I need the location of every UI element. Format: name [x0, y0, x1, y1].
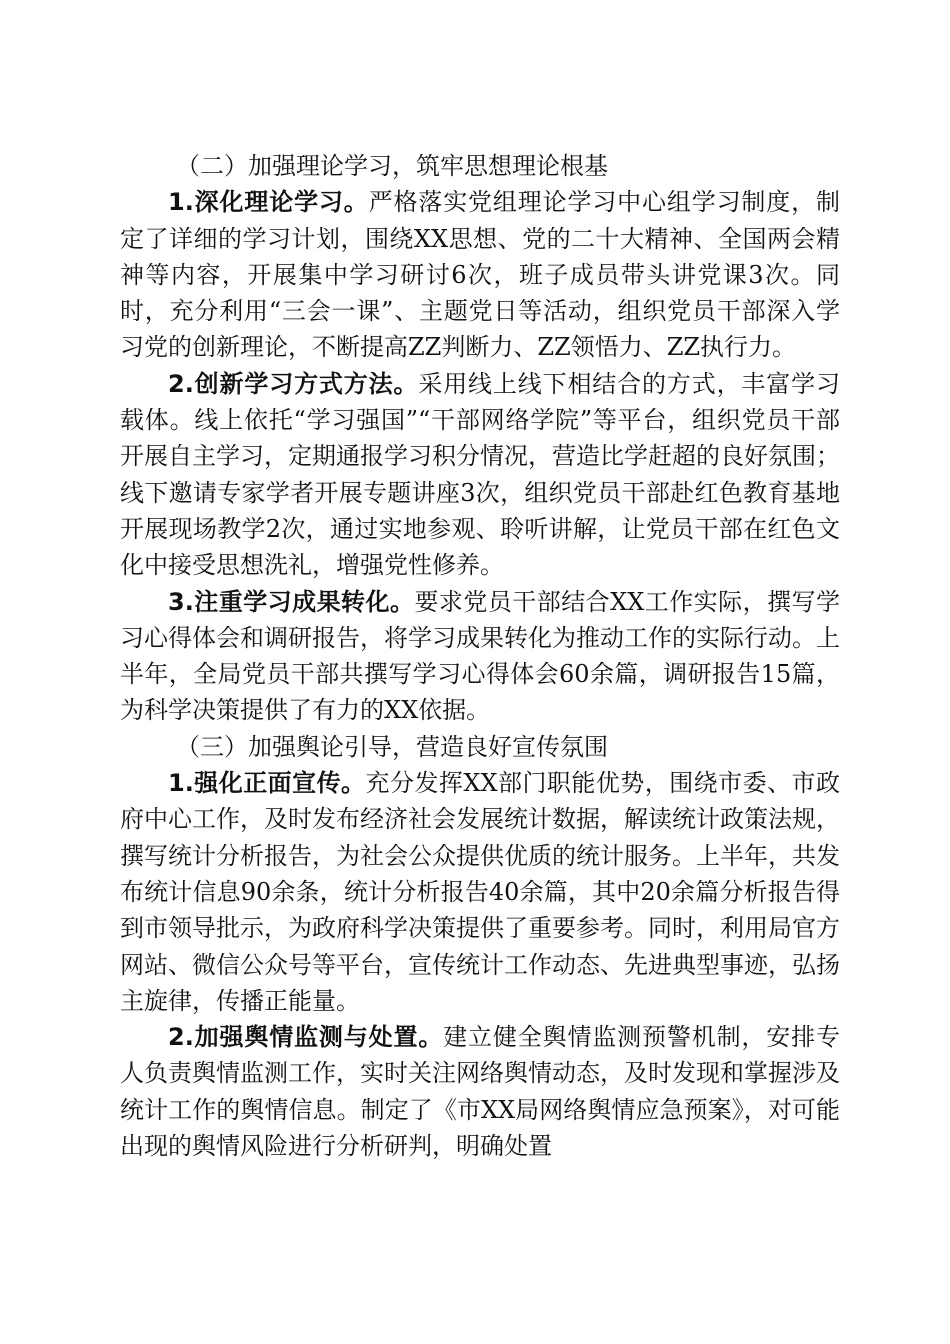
document-body	[120, 148, 840, 1164]
paragraph-text: 采用线上线下相结合的方式，丰富学习载体。线上依托“学习强国”“干部网络学院”等平台，组织党员干部开展自主学习，定期通报学习积分情况，营造比学赶超的良好氛围；线下邀请专家学者开展专题讲座3次，组织党员干部赴红色教育基地开展现场教学2次，通过实地参观、聆听讲解，让党员干部在红色文化中接受思想洗礼，增强党性修养。	[120, 369, 840, 580]
section-heading: （二）加强理论学习，筑牢思想理论根基	[176, 152, 608, 180]
paragraph-lead: 1.深化理论学习。	[168, 188, 369, 217]
paragraph	[120, 584, 840, 729]
paragraph	[120, 366, 840, 584]
paragraph-lead: 2.加强舆情监测与处置。	[168, 1023, 444, 1052]
paragraph	[120, 1019, 840, 1164]
paragraph-text: 充分发挥XX部门职能优势，围绕市委、市政府中心工作，及时发布经济社会发展统计数据，解读统计政策法规，撰写统计分析报告，为社会公众提供优质的统计服务。上半年，共发布统计信息90余条，统计分析报告40余篇，其中20余篇分析报告得到市领导批示，为政府科学决策提供了重要参考。同时，利用局官方网站、微信公众号等平台，宣传统计工作动态、先进典型事迹，弘扬主旋律，传播正能量。	[120, 769, 840, 1015]
paragraph-lead: 2.创新学习方式方法。	[168, 369, 419, 398]
paragraph-lead: 1.强化正面宣传。	[168, 769, 366, 798]
paragraph	[120, 184, 840, 365]
section-heading: （三）加强舆论引导，营造良好宣传氛围	[176, 732, 608, 761]
paragraph	[120, 765, 840, 1019]
paragraph-lead: 3.注重学习成果转化。	[168, 587, 415, 616]
paragraph-text: 建立健全舆情监测预警机制，安排专人负责舆情监测工作，实时关注网络舆情动态，及时发现和掌握涉及统计工作的舆情信息。制定了《市XX局网络舆情应急预案》，对可能出现的舆情风险进行分析研判，明确处置	[120, 1023, 840, 1161]
paragraph-text: 严格落实党组理论学习中心组学习制度，制定了详细的学习计划，围绕XX思想、党的二十大精神、全国两会精神等内容，开展集中学习研讨6次，班子成员带头讲党课3次。同时，充分利用“三会一课”、主题党日等活动，组织党员干部深入学习党的创新理论，不断提高ZZ判断力、ZZ领悟力、ZZ执行力。	[120, 188, 840, 362]
paragraph-text: 要求党员干部结合XX工作实际，撰写学习心得体会和调研报告，将学习成果转化为推动工作的实际行动。上半年，全局党员干部共撰写学习心得体会60余篇，调研报告15篇，为科学决策提供了有力的XX依据。	[120, 587, 840, 725]
